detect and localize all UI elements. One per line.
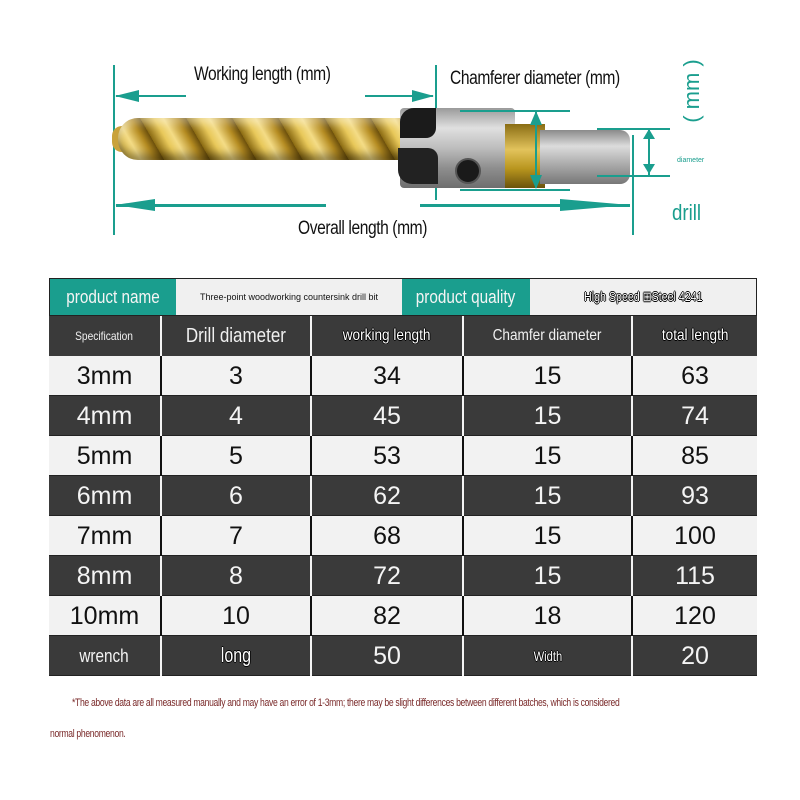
cell-total-length: 120	[674, 601, 716, 630]
cell-working-length: 82	[312, 596, 464, 636]
cell-working-length: 68	[312, 516, 464, 556]
cell-specification: 7mm	[49, 516, 162, 556]
header-drill-diameter: Drill diameter	[162, 316, 312, 356]
header-working-length: working length	[312, 316, 464, 356]
footnote-line-2: normal phenomenon.	[50, 728, 126, 740]
cell-specification: 10mm	[49, 596, 162, 636]
cell-chamfer-diameter: 15	[464, 396, 633, 436]
table-row	[49, 436, 757, 476]
cell-chamfer-diameter: 18	[464, 596, 633, 636]
drill-diameter-unit-label: ( mm )	[678, 59, 704, 123]
arrow-down-icon	[643, 164, 655, 174]
cell-chamfer-diameter: 15	[464, 436, 633, 476]
table-row	[49, 556, 757, 596]
cell-specification: 3mm	[49, 356, 162, 396]
product-quality-label: product quality	[402, 279, 530, 315]
product-name-value: Three-point woodworking countersink drill bit	[199, 291, 379, 302]
cell-specification: 5mm	[49, 436, 162, 476]
cell-working-length: 34	[312, 356, 464, 396]
drill-diameter-word-label: drill	[672, 200, 702, 225]
table-row-wrench	[49, 636, 757, 676]
cell-working-length: 72	[312, 556, 464, 596]
arrow-down-icon	[530, 175, 542, 189]
table-header-row	[49, 316, 757, 356]
cell-chamfer-diameter: 15	[464, 476, 633, 516]
cell-wrench-long-label: long	[162, 636, 312, 676]
drill-dim-top	[597, 128, 670, 130]
header-total-length: total length	[661, 327, 729, 344]
cell-chamfer-diameter: 15	[464, 516, 633, 556]
drill-dim-bottom	[597, 175, 670, 177]
overall-length-label: Overall length (mm)	[298, 218, 428, 239]
drill-diagram	[0, 0, 800, 260]
cell-total-length: 85	[681, 441, 709, 470]
arrow-up-icon	[643, 129, 655, 139]
table-row	[49, 356, 757, 396]
chamfer-dim-top	[460, 110, 570, 112]
drill-flute	[118, 118, 418, 160]
cell-drill-diameter: 6	[162, 476, 312, 516]
cutter-blade	[400, 108, 436, 138]
cell-total-length: 74	[681, 401, 709, 430]
cell-specification: 4mm	[49, 396, 162, 436]
arrow-right-icon	[560, 199, 630, 211]
cell-wrench-width-value: 20	[681, 641, 709, 670]
cell-drill-diameter: 3	[162, 356, 312, 396]
table-row	[49, 396, 757, 436]
working-length-label: Working length (mm)	[194, 64, 331, 85]
cell-wrench-long-value: 50	[312, 636, 464, 676]
guide-line-right	[632, 135, 634, 235]
arrow-right-icon	[412, 90, 434, 102]
arrow-up-icon	[530, 111, 542, 125]
cell-chamfer-diameter: 15	[464, 356, 633, 396]
footnote-line-1: *The above data are all measured manually and may have an error of 1-3mm; there may be slight differences between different batches, which is considered	[72, 697, 620, 709]
product-name-label: product name	[50, 279, 176, 315]
table-row	[49, 596, 757, 636]
cell-total-length: 100	[674, 521, 716, 550]
cell-wrench-label: wrench	[49, 636, 162, 676]
product-info-row	[49, 278, 757, 316]
cell-drill-diameter: 5	[162, 436, 312, 476]
chamferer-diameter-label: Chamferer diameter (mm)	[450, 68, 620, 89]
set-screw-icon	[455, 158, 481, 184]
cell-total-length: 115	[675, 561, 715, 590]
cell-specification: 8mm	[49, 556, 162, 596]
drill-diameter-small-label: diameter	[677, 157, 705, 164]
cell-working-length: 53	[312, 436, 464, 476]
chamfer-dim-bottom	[460, 189, 570, 191]
cell-wrench-width-label: Width	[464, 636, 633, 676]
cell-drill-diameter: 8	[162, 556, 312, 596]
arrow-left-icon	[115, 199, 155, 211]
table-row	[49, 476, 757, 516]
table-row	[49, 516, 757, 556]
cell-total-length: 63	[681, 361, 709, 390]
header-chamfer-diameter: Chamfer diameter	[464, 316, 633, 356]
cell-specification: 6mm	[49, 476, 162, 516]
cell-drill-diameter: 10	[162, 596, 312, 636]
cell-drill-diameter: 7	[162, 516, 312, 556]
product-quality-value: High Speed ⊞Steel 4241	[583, 289, 703, 304]
cell-working-length: 62	[312, 476, 464, 516]
header-specification: Specification	[49, 316, 162, 356]
cell-total-length: 93	[681, 481, 709, 510]
cutter-blade	[398, 148, 438, 184]
cell-working-length: 45	[312, 396, 464, 436]
cell-drill-diameter: 4	[162, 396, 312, 436]
cell-chamfer-diameter: 15	[464, 556, 633, 596]
arrow-left-icon	[115, 90, 139, 102]
